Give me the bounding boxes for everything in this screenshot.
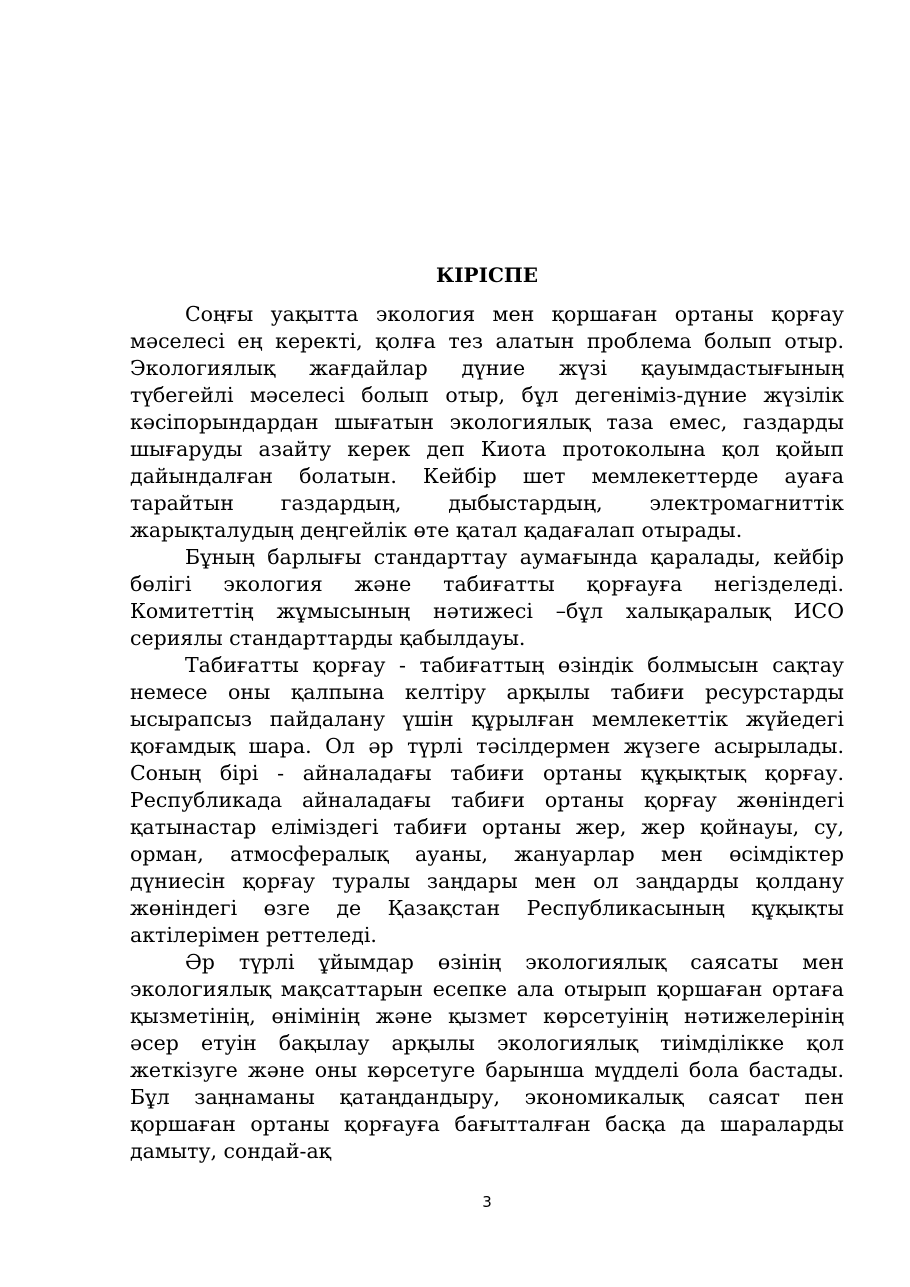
paragraph-3: Табиғатты қорғау - табиғаттың өзіндік болмысын сақтау немесе оны қалпына келтіру арқылы табиғи ресурстарды ысырапсыз пайдалану үшін құрылған мемлекеттік жүйедегі қоғамдық шара. Ол әр түрлі тәсілдермен жүзеге асырылады. Соның бірі - айналадағы табиғи ортаны құқықтық қорғау. Республикада айналадағы табиғи ортаны қорғау жөніндегі қатынастар еліміздегі табиғи ортаны жер, жер қойнауы, су, орман, атмосфералық ауаны, жануарлар мен өсімдіктер дүниесін қорғау туралы заңдары мен ол заңдарды қолдану жөніндегі өзге де Қазақстан Республикасының құқықты актілерімен реттеледі. [130,653,844,947]
paragraph-4: Әр түрлі ұйымдар өзінің экологиялық саясаты мен экологиялық мақсаттарын есепке ала отырып қоршаған ортаға қызметінің, өнімінің және қызмет көрсетуінің нәтижелерінің әсер етуін бақылау арқылы экологиялық тиімділікке қол жеткізуге және оны көрсетуге барынша мүдделі бола бастады. Бұл заңнаманы қатаңдандыру, экономикалық саясат пен қоршаған ортаны қорғауға бағытталған басқа да шараларды дамыту, сондай-ақ [130,950,844,1163]
section-heading: КІРІСПЕ [436,263,538,287]
paragraph-2: Бұның барлығы стандарттау аумағында қаралады, кейбір бөлігі экология және табиғатты қорғауға негізделеді. Комитеттің жұмысының нәтижесі –бұл халықаралық ИСО сериялы стандарттарды қабылдауы. [130,545,844,650]
page-number: 3 [482,1193,492,1211]
paragraph-1: Соңғы уақытта экология мен қоршаған ортаны қорғау мәселесі ең керекті, қолға тез алатын проблема болып отыр. Экологиялық жағдайлар дүние жүзі қауымдастығының түбегейлі мәселесі болып отыр, бұл дегеніміз-дүние жүзілік кәсіпорындардан шығатын экологиялық таза емес, газдарды шығаруды азайту керек деп Киота протоколына қол қойып дайындалған болатын. Кейбір шет мемлекеттерде ауаға тарайтын газдардың, дыбыстардың, электромагниттік жарықталудың деңгейлік өте қатал қадағалап отырады. [130,302,844,542]
body-text [130,301,844,1165]
